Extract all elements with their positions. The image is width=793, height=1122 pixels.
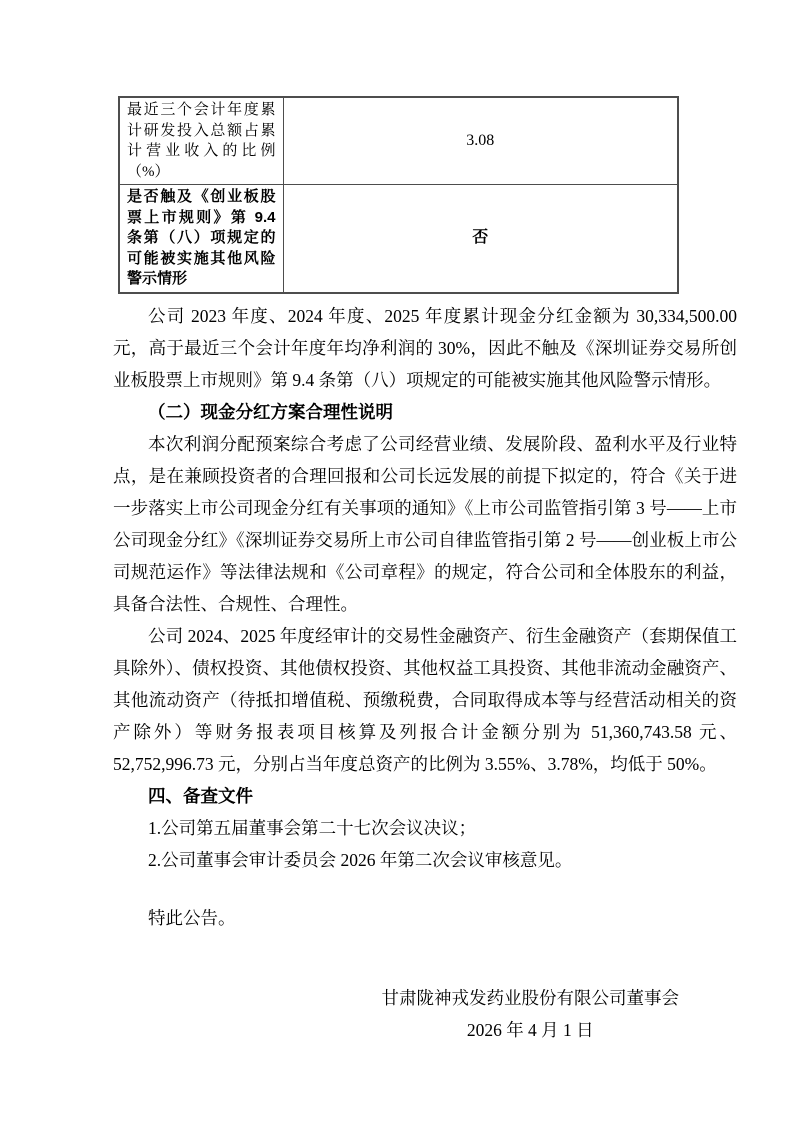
risk-indicator-table bbox=[118, 96, 679, 294]
rd-ratio-value: 3.08 bbox=[283, 97, 678, 185]
closing-statement: 特此公告。 bbox=[148, 907, 236, 928]
heading-dividend-rationality: （二）现金分红方案合理性说明 bbox=[148, 401, 393, 422]
table-row-risk-warning bbox=[119, 185, 678, 293]
table-row-rd-ratio bbox=[119, 97, 678, 185]
rd-ratio-label: 最近三个会计年度累计研发投入总额占累计营业收入的比例（%） bbox=[119, 97, 283, 185]
paragraph-dividend-note: 公司 2023 年度、2024 年度、2025 年度累计现金分红金额为 30,334,500.00 元，高于最近三个会计年度年均净利润的 30%，因此不触及《深圳证券交易所创业板股票上市规则》第 9.4 条第（八）项规定的可能被实施其他风险警示情形。 bbox=[113, 305, 737, 390]
signature-date: 2026 年 4 月 1 日 bbox=[466, 1019, 594, 1040]
heading-backup-documents: 四、备查文件 bbox=[148, 785, 253, 806]
paragraph-rationality: 本次利润分配预案综合考虑了公司经营业绩、发展阶段、盈利水平及行业特点，是在兼顾投资者的合理回报和公司长远发展的前提下拟定的，符合《关于进一步落实上市公司现金分红有关事项的通知》《上市公司监管指引第 3 号——上市公司现金分红》《深圳证券交易所上市公司自律监管指引第 2 号——创业板上市公司规范运作》等法律法规和《公司章程》的规定，符合公司和全体股东的利益，具备合法性、合规性、合理性。 bbox=[113, 433, 737, 614]
backup-document-item-1: 1.公司第五届董事会第二十七次会议决议； bbox=[148, 817, 477, 838]
paragraph-financial-assets: 公司 2024、2025 年度经审计的交易性金融资产、衍生金融资产（套期保值工具除外）、债权投资、其他债权投资、其他权益工具投资、其他非流动金融资产、其他流动资产（待抵扣增值税、预缴税费，合同取得成本等与经营活动相关的资产除外）等财务报表项目核算及列报合计金额分别为 51,360,743.58 元、52,752,996.73 元，分别占当年度总资产的比例为 3.55%、3.78%，均低于 50%。 bbox=[113, 625, 737, 774]
signature-block bbox=[382, 982, 680, 1046]
risk-warning-label: 是否触及《创业板股票上市规则》第 9.4 条第（八）项规定的可能被实施其他风险警示情形 bbox=[119, 185, 283, 293]
backup-document-item-2: 2.公司董事会审计委员会 2026 年第二次会议审核意见。 bbox=[148, 849, 573, 870]
signature-company: 甘肃陇神戎发药业股份有限公司董事会 bbox=[381, 987, 679, 1008]
risk-warning-value: 否 bbox=[283, 185, 678, 293]
document-body bbox=[113, 96, 737, 1046]
